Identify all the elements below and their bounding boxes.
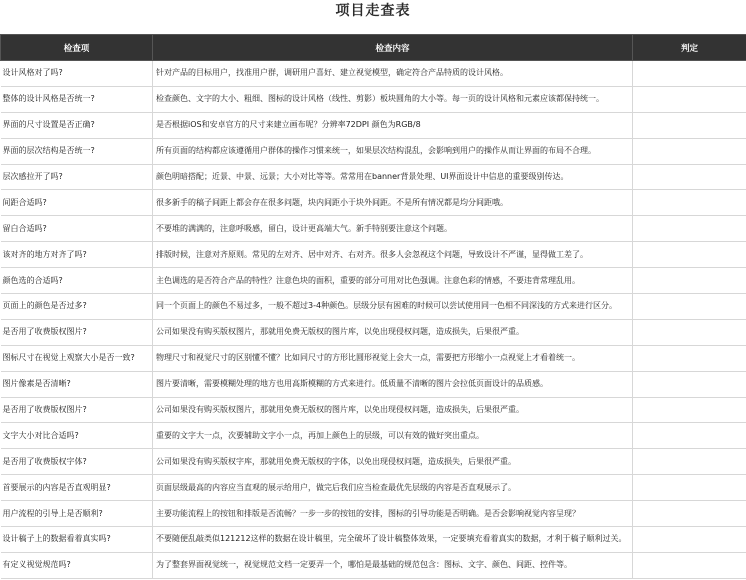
table-row <box>1 345 746 371</box>
table-row <box>1 112 746 138</box>
verdict-cell[interactable] <box>633 164 746 190</box>
check-content-cell: 是否根据iOS和安卓官方的尺寸来建立画布呢？分辨率72DPI 颜色为RGB/8 <box>153 112 633 138</box>
check-item-cell: 用户流程的引导上是否顺利? <box>1 501 153 527</box>
table-row <box>1 61 746 87</box>
check-content-cell: 检查颜色、文字的大小、粗细、图标的设计风格（线性、剪影）板块圆角的大小等。每一页的设计风格和元素应该都保持统一。 <box>153 86 633 112</box>
verdict-cell[interactable] <box>633 527 746 553</box>
table-row <box>1 552 746 578</box>
check-content-cell: 主色调选的是否符合产品的特性？注意色块的面积，重要的部分可用对比色强调。注意色彩的情感，不要违背常理乱用。 <box>153 268 633 294</box>
check-content-cell: 公司如果没有购买版权图片，那就用免费无版权的图片库，以免出现侵权问题，造成损失，后果很严重。 <box>153 319 633 345</box>
check-item-cell: 是否用了收费版权图片? <box>1 397 153 423</box>
check-item-cell: 留白合适吗? <box>1 216 153 242</box>
check-item-cell: 是否用了收费版权字体? <box>1 449 153 475</box>
verdict-cell[interactable] <box>633 216 746 242</box>
header-check-content: 检查内容 <box>153 35 633 61</box>
verdict-cell[interactable] <box>633 501 746 527</box>
table-row <box>1 216 746 242</box>
header-check-item: 检查项 <box>1 35 153 61</box>
table-row <box>1 423 746 449</box>
check-item-cell: 是否用了收费版权图片? <box>1 319 153 345</box>
check-content-cell: 针对产品的目标用户，找准用户群，调研用户喜好、建立视觉模型，确定符合产品特质的设计风格。 <box>153 61 633 87</box>
table-row <box>1 397 746 423</box>
check-item-cell: 界面的层次结构是否统一? <box>1 138 153 164</box>
table-header-row <box>1 35 746 61</box>
check-content-cell: 主要功能流程上的按钮和排版是否流畅？一步一步的按钮的安排，图标的引导功能是否明确。是否会影响视觉内容呈现？ <box>153 501 633 527</box>
check-content-cell: 不要堆的满满的，注意呼吸感，留白，设计更高端大气。新手特别要注意这个问题。 <box>153 216 633 242</box>
check-item-cell: 整体的设计风格是否统一? <box>1 86 153 112</box>
check-content-cell: 重要的文字大一点，次要辅助文字小一点，再加上颜色上的层级，可以有效的做好突出重点。 <box>153 423 633 449</box>
table-row <box>1 242 746 268</box>
check-item-cell: 界面的尺寸设置是否正确? <box>1 112 153 138</box>
check-item-cell: 该对齐的地方对齐了吗? <box>1 242 153 268</box>
verdict-cell[interactable] <box>633 345 746 371</box>
verdict-cell[interactable] <box>633 86 746 112</box>
verdict-cell[interactable] <box>633 475 746 501</box>
check-content-cell: 排版时候，注意对齐原则。常见的左对齐、居中对齐、右对齐。很多人会忽视这个问题，导致设计不严谨，显得做工差了。 <box>153 242 633 268</box>
table-row <box>1 138 746 164</box>
check-content-cell: 同一个页面上的颜色不易过多，一般不超过3-4种颜色。层级分层有困难的时候可以尝试使用同一色相不同深浅的方式来进行区分。 <box>153 294 633 320</box>
verdict-cell[interactable] <box>633 319 746 345</box>
table-row <box>1 86 746 112</box>
verdict-cell[interactable] <box>633 61 746 87</box>
verdict-cell[interactable] <box>633 242 746 268</box>
table-row <box>1 501 746 527</box>
page-title: 项目走查表 <box>335 3 411 19</box>
verdict-cell[interactable] <box>633 397 746 423</box>
header-verdict: 判定 <box>633 35 746 61</box>
verdict-cell[interactable] <box>633 268 746 294</box>
table-row <box>1 268 746 294</box>
check-item-cell: 颜色选的合适吗? <box>1 268 153 294</box>
check-content-cell: 页面层级最高的内容应当直观的展示给用户，做完后我们应当检查最优先层级的内容是否直观展示了。 <box>153 475 633 501</box>
table-row <box>1 190 746 216</box>
check-content-cell: 公司如果没有购买版权图片，那就用免费无版权的图片库，以免出现侵权问题，造成损失，后果很严重。 <box>153 397 633 423</box>
verdict-cell[interactable] <box>633 552 746 578</box>
table-row <box>1 475 746 501</box>
verdict-cell[interactable] <box>633 112 746 138</box>
table-row <box>1 164 746 190</box>
verdict-cell[interactable] <box>633 449 746 475</box>
table-row <box>1 319 746 345</box>
check-item-cell: 层次感拉开了吗? <box>1 164 153 190</box>
check-item-cell: 页面上的颜色是否过多? <box>1 294 153 320</box>
check-content-cell: 很多新手的稿子间距上都会存在很多问题，块内间距小于块外间距。不是所有情况都是均分间距哦。 <box>153 190 633 216</box>
check-item-cell: 图片像素是否清晰? <box>1 371 153 397</box>
table-row <box>1 294 746 320</box>
verdict-cell[interactable] <box>633 371 746 397</box>
check-item-cell: 图标尺寸在视觉上观察大小是否一致? <box>1 345 153 371</box>
check-item-cell: 设计稿子上的数据看着真实吗? <box>1 527 153 553</box>
check-content-cell: 图片要清晰，需要模糊处理的地方也用高斯模糊的方式来进行。低质量不清晰的图片会拉低页面设计的品质感。 <box>153 371 633 397</box>
check-item-cell: 有定义视觉规范吗? <box>1 552 153 578</box>
check-item-cell: 文字大小对比合适吗? <box>1 423 153 449</box>
verdict-cell[interactable] <box>633 423 746 449</box>
check-content-cell: 所有页面的结构都应该遵循用户群体的操作习惯来统一，如果层次结构混乱，会影响到用户的操作从而让界面的布局不合理。 <box>153 138 633 164</box>
table-row <box>1 527 746 553</box>
verdict-cell[interactable] <box>633 138 746 164</box>
check-item-cell: 间距合适吗? <box>1 190 153 216</box>
check-item-cell: 设计风格对了吗? <box>1 61 153 87</box>
checklist-table <box>0 34 746 579</box>
table-row <box>1 371 746 397</box>
check-content-cell: 不要随便乱敲类似121212这样的数据在设计稿里，完全破坏了设计稿整体效果，一定要填充看着真实的数据，才利于稿子顺利过关。 <box>153 527 633 553</box>
check-content-cell: 物理尺寸和视觉尺寸的区别懂不懂？比如同尺寸的方形比圆形视觉上会大一点，需要把方形缩小一点视觉上才看着统一。 <box>153 345 633 371</box>
check-content-cell: 公司如果没有购买版权字库，那就用免费无版权的字体，以免出现侵权问题，造成损失，后果很严重。 <box>153 449 633 475</box>
check-content-cell: 为了整套界面视觉统一，视觉规范文档一定要弄一个，哪怕是最基础的规范包含：图标、文字、颜色、间距、控件等。 <box>153 552 633 578</box>
table-row <box>1 449 746 475</box>
check-item-cell: 首要展示的内容是否直观明显? <box>1 475 153 501</box>
check-content-cell: 颜色明暗搭配；近景、中景、远景；大小对比等等。常常用在banner背景处理、UI界面设计中信息的重要级别传达。 <box>153 164 633 190</box>
verdict-cell[interactable] <box>633 190 746 216</box>
verdict-cell[interactable] <box>633 294 746 320</box>
